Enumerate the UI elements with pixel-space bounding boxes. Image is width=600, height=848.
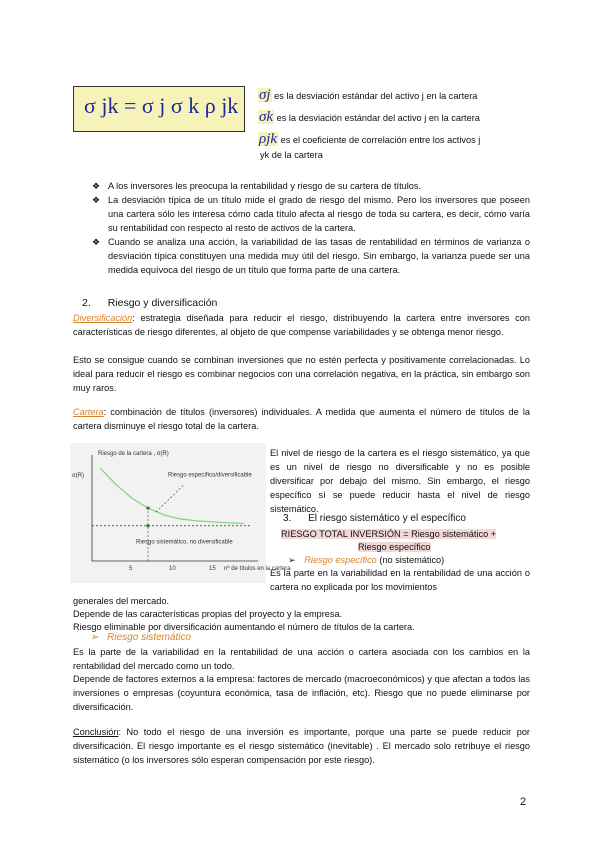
arrow-bullet-icon: ➢: [288, 555, 296, 565]
conclusion-paragraph: [73, 725, 530, 767]
subsection-term: Riesgo sistemático: [107, 632, 192, 643]
section-title: Riesgo y diversificación: [107, 297, 218, 309]
annotation-systematic: Riesgo sistemático, no diversificable: [136, 539, 233, 546]
page-number: 2: [520, 796, 527, 808]
diamond-bullet-icon: ❖: [92, 237, 101, 247]
formula-line: Riesgo específico: [358, 542, 431, 552]
definition-symbol: ρjk: [259, 131, 278, 147]
definition-text: es el coeficiente de correlación entre los activos j: [280, 135, 481, 145]
diamond-bullet-icon: ❖: [92, 181, 101, 191]
definition-row: [258, 148, 558, 170]
section-number: 2.: [82, 297, 91, 309]
section-heading: [283, 513, 466, 524]
paragraph: Es la parte de la variabilidad en la rentabilidad de una acción o cartera asociada con los cambios en la rentabilidad del mercado como un todo.: [73, 647, 530, 671]
y-axis-label: σ(R): [72, 473, 85, 479]
formula-box: [73, 86, 245, 132]
diamond-bullet-icon: ❖: [92, 195, 101, 205]
term-definition: : combinación de títulos (inversores) individuales. A medida que aumenta el número de títulos de la cartera disminuye el riesgo total de la cartera.: [73, 407, 530, 431]
list-item: [92, 235, 530, 277]
term: Cartera: [73, 407, 104, 417]
data-point: [146, 506, 149, 509]
annotation-specific: Riesgo específico/diversificable: [168, 472, 252, 479]
list-item: [92, 193, 530, 235]
definition-row: [258, 132, 558, 148]
diversificacion-paragraph: [73, 311, 530, 339]
section-title: El riesgo sistemático y el específico: [308, 513, 466, 524]
subsection-note: (no sistemático): [379, 555, 445, 565]
term-definition: : No todo el riesgo de una inversión es importante, porque una parte se puede reducir por diversificación. El riesgo importante es el riesgo sistemático (inevitable) . El mercado solo retribuye el riesgo sistemático (o los inversores sólo esperan compensación por este riesgo).: [73, 727, 530, 765]
definition-text: es la desviación estándar del activo j en la cartera: [276, 113, 480, 123]
section-number: 3.: [283, 513, 292, 524]
section-heading: [82, 297, 217, 309]
risk-chart: [70, 443, 291, 583]
paragraph: Depende de factores externos a la empresa: factores de mercado (macroeconómicos) y que afectan a todos las inversiones o empresas (coyuntura económica, tasa de inflación, etc). Riesgo que no puede eliminarse por diversificación.: [73, 674, 530, 712]
x-tick-label: 15: [209, 566, 216, 572]
definition-symbol: σk: [259, 109, 274, 125]
arrow-bullet-icon: ➢: [90, 632, 99, 643]
bullet-list: [92, 179, 530, 277]
bullet-text: Cuando se analiza una acción, la variabilidad de las tasas de rentabilidad en términos de varianza o desviación típica constituyen una medida muy útil del riesgo. Sin embargo, la varianza puede ser una medida equívoca del riesgo de un título que forma parte de una cartera.: [108, 237, 530, 275]
annotation-arrow: [156, 485, 184, 512]
paragraph: Depende de las características propias del proyecto y la empresa.: [73, 609, 343, 619]
chart-title: Riesgo de la cartera , σ(R): [98, 451, 169, 457]
term-definition: : estrategia diseñada para reducir el riesgo, distribuyendo la cartera entre inversores con características de riesgo diferentes, al objeto de que compense variabilidades y se obtenga menor riesgo.: [73, 313, 530, 337]
definition-symbol: σj: [259, 87, 271, 103]
total-risk-formula-cont: [358, 540, 431, 554]
definition-text: es la desviación estándar del activo j en la cartera: [274, 91, 478, 101]
subsection-term: Riesgo específico: [304, 555, 377, 565]
paragraph: Esto se consigue cuando se combinan inversiones que no estén perfecta y positivamente correlacionadas. Lo ideal para reducir el riesgo es combinar negocios con una correlación negativa, en la práctica, sin embargo son muy raros.: [73, 355, 530, 393]
total-risk-formula: [281, 527, 496, 541]
definition-row: [258, 110, 558, 132]
formula-line: RIESGO TOTAL INVERSIÓN = Riesgo sistemático +: [281, 529, 497, 539]
cartera-paragraph: [73, 405, 530, 433]
formula: σ jk = σ j σ k ρ jk: [84, 93, 239, 118]
paragraph: [270, 566, 530, 594]
definition-text: yk de la cartera: [260, 150, 323, 160]
paragraph-text-part: Es la parte en la variabilidad en la rentabilidad de una acción o cartera no explicada por los movimientos: [270, 568, 530, 592]
definitions: [258, 88, 558, 170]
subsection-systematic: [90, 632, 191, 643]
x-tick-label: 5: [129, 566, 133, 572]
paragraph: El nivel de riesgo de la cartera es el riesgo sistemático, ya que es un nivel de riesgo no diversificable y no es posible diversificar por debajo del mismo. Sin embargo, el riesgo específico sí se puede reducir hasta el nivel de riesgo sistemático.: [270, 448, 530, 514]
term: Conclusión: [73, 727, 119, 737]
risk-chart-svg: [70, 443, 291, 583]
list-item: [92, 179, 530, 193]
definition-row: [258, 88, 558, 110]
bullet-text: A los inversores les preocupa la rentabilidad y riesgo de su cartera de títulos.: [108, 181, 422, 191]
x-axis-label: nº de títulos en la cartera: [224, 566, 291, 572]
paragraph-text-part: generales del mercado.: [73, 596, 170, 606]
x-tick-label: 10: [169, 566, 176, 572]
bullet-text: La desviación típica de un título mide el grado de riesgo del mismo. Pero los inversores que poseen una cartera sólo les interesa cómo cada título afecta al riesgo de toda su cartera, es decir, cómo varía su rentabilidad con respecto al resto de activos de la cartera.: [108, 195, 530, 233]
paragraph: Riesgo eliminable por diversificación aumentando el número de títulos de la cartera.: [73, 622, 415, 632]
term: Diversificación: [73, 313, 133, 323]
paragraph-continuation: [73, 594, 530, 608]
subsection-specific: [288, 553, 444, 567]
data-point: [146, 524, 149, 527]
